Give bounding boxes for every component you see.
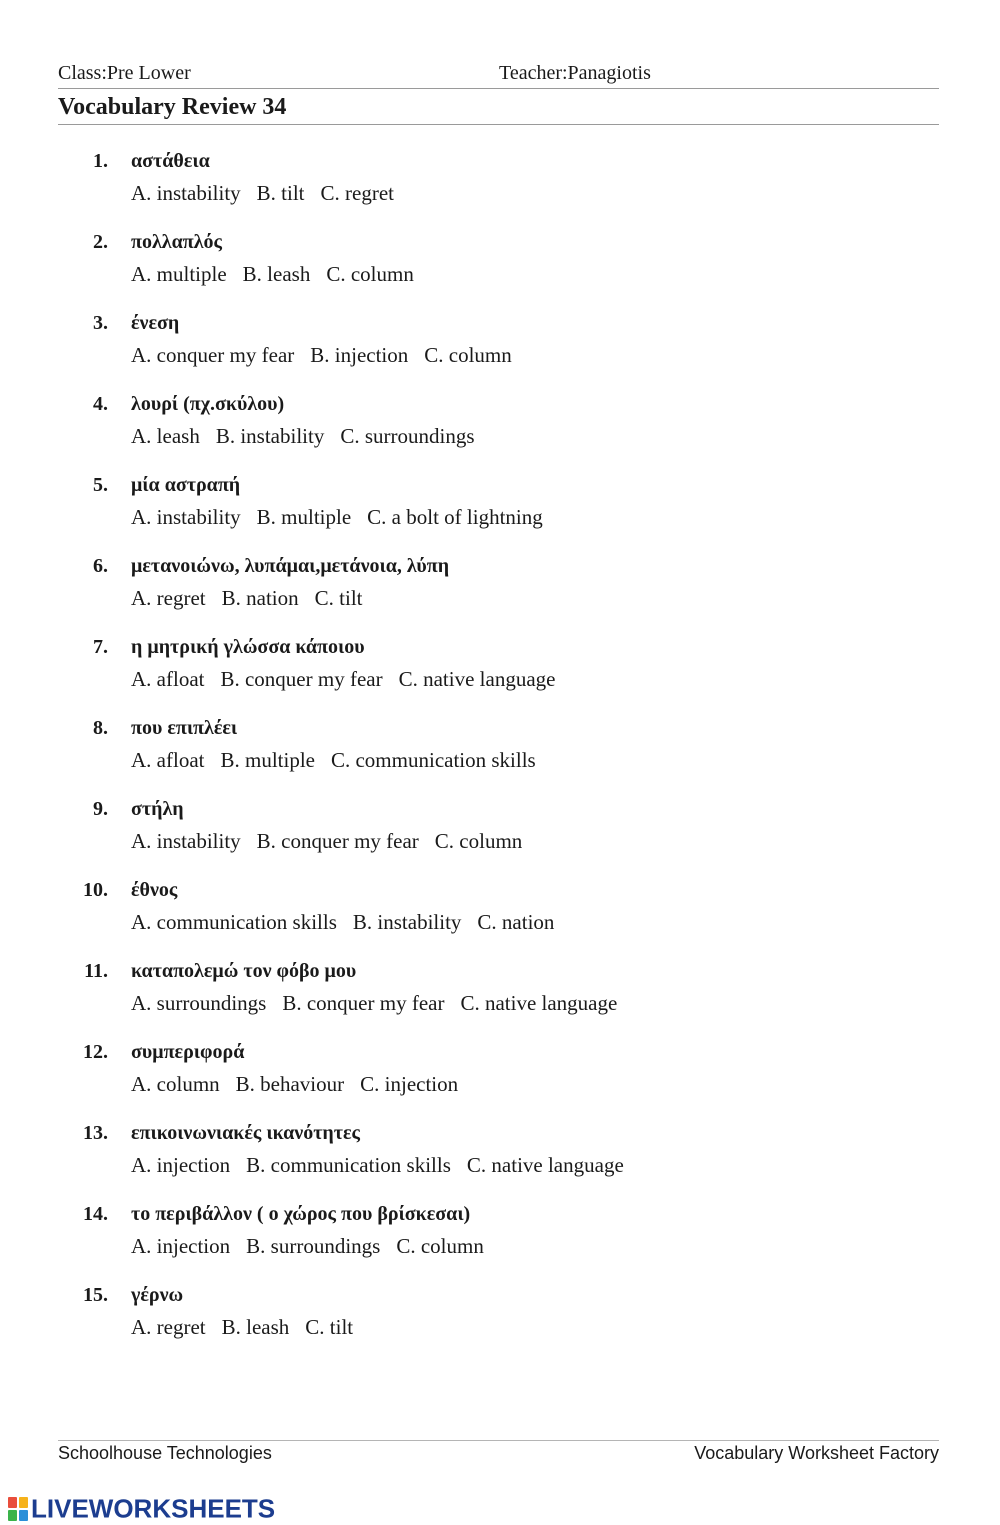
question-number: 6.	[93, 555, 108, 577]
question-number: 8.	[93, 717, 108, 739]
question-number: 1.	[93, 150, 108, 172]
question-number: 13.	[83, 1122, 108, 1144]
question-number: 14.	[83, 1203, 108, 1225]
question-word: πολλαπλός	[131, 231, 222, 253]
question-item	[0, 312, 1000, 393]
question-item	[0, 636, 1000, 717]
question-item	[0, 960, 1000, 1041]
class-label: Class:Pre Lower	[58, 62, 191, 84]
question-number: 11.	[84, 960, 108, 982]
answer-options	[131, 991, 633, 1016]
answer-option[interactable]: B. behaviour	[235, 1072, 345, 1096]
answer-option[interactable]: A. conquer my fear	[131, 343, 295, 367]
question-word: η μητρική γλώσσα κάποιου	[131, 636, 365, 658]
question-number: 3.	[93, 312, 108, 334]
question-word: γέρνω	[131, 1284, 184, 1306]
question-word: επικοινωνιακές ικανότητες	[131, 1122, 360, 1144]
question-word: συμπεριφορά	[131, 1041, 245, 1063]
answer-option[interactable]: C. column	[396, 1234, 484, 1258]
answer-options	[131, 1072, 474, 1097]
question-item	[0, 1122, 1000, 1203]
question-number: 10.	[83, 879, 108, 901]
answer-option[interactable]: A. surroundings	[131, 991, 267, 1015]
answer-option[interactable]: C. native language	[466, 1153, 624, 1177]
question-word: αστάθεια	[131, 150, 210, 172]
question-item	[0, 150, 1000, 231]
footer-left: Schoolhouse Technologies	[58, 1443, 272, 1463]
answer-option[interactable]: C. injection	[360, 1072, 459, 1096]
answer-option[interactable]: B. nation	[221, 586, 299, 610]
answer-option[interactable]: C. native language	[398, 667, 556, 691]
brand-text: LIVEWORKSHEETS	[31, 1493, 276, 1524]
answer-option[interactable]: A. multiple	[131, 262, 227, 286]
answer-option[interactable]: A. injection	[131, 1153, 231, 1177]
question-item	[0, 1203, 1000, 1284]
page-title: Vocabulary Review 34	[58, 94, 287, 120]
question-item	[0, 1284, 1000, 1365]
answer-option[interactable]: B. surroundings	[246, 1234, 381, 1258]
answer-options	[131, 262, 430, 287]
footer-divider	[58, 1440, 939, 1441]
answer-options	[131, 748, 552, 773]
question-word: μετανοιώνω, λυπάμαι,μετάνοια, λύπη	[131, 555, 450, 577]
answer-option[interactable]: A. leash	[131, 424, 200, 448]
answer-options	[131, 1315, 369, 1340]
liveworksheets-logo-icon	[8, 1496, 30, 1522]
question-word: λουρί (πχ.σκύλου)	[131, 393, 285, 415]
teacher-label: Teacher:Panagiotis	[499, 62, 651, 84]
worksheet-header	[58, 62, 938, 88]
answer-options	[131, 586, 379, 611]
question-item	[0, 474, 1000, 555]
answer-option[interactable]: B. conquer my fear	[256, 829, 419, 853]
answer-options	[131, 181, 410, 206]
answer-option[interactable]: B. multiple	[220, 748, 315, 772]
answer-option[interactable]: A. communication skills	[131, 910, 337, 934]
answer-option[interactable]: B. injection	[310, 343, 409, 367]
answer-option[interactable]: A. afloat	[131, 748, 205, 772]
question-item	[0, 393, 1000, 474]
answer-option[interactable]: B. communication skills	[246, 1153, 451, 1177]
answer-option[interactable]: C. surroundings	[340, 424, 475, 448]
answer-option[interactable]: A. injection	[131, 1234, 231, 1258]
answer-options	[131, 829, 538, 854]
answer-option[interactable]: C. column	[326, 262, 414, 286]
question-item	[0, 717, 1000, 798]
question-item	[0, 879, 1000, 960]
answer-options	[131, 1153, 640, 1178]
answer-option[interactable]: B. tilt	[256, 181, 305, 205]
answer-option[interactable]: C. communication skills	[330, 748, 536, 772]
answer-option[interactable]: C. regret	[320, 181, 395, 205]
question-item	[0, 231, 1000, 312]
answer-option[interactable]: C. column	[434, 829, 523, 853]
question-item	[0, 555, 1000, 636]
question-number: 7.	[93, 636, 108, 658]
question-list	[0, 150, 1000, 1365]
answer-options	[131, 1234, 500, 1259]
question-number: 2.	[93, 231, 108, 253]
answer-options	[131, 667, 571, 692]
answer-option[interactable]: C. a bolt of lightning	[367, 505, 543, 529]
question-number: 15.	[83, 1284, 108, 1306]
answer-option[interactable]: C. tilt	[305, 1315, 354, 1339]
answer-option[interactable]: A. instability	[131, 181, 241, 205]
answer-option[interactable]: C. tilt	[314, 586, 363, 610]
answer-options	[131, 343, 528, 368]
answer-option[interactable]: B. conquer my fear	[282, 991, 445, 1015]
answer-option[interactable]: B. instability	[215, 424, 325, 448]
question-item	[0, 798, 1000, 879]
answer-option[interactable]: B. multiple	[256, 505, 352, 529]
question-item	[0, 1041, 1000, 1122]
question-word: καταπολεμώ τον φόβο μου	[131, 960, 357, 982]
answer-option[interactable]: A. regret	[131, 1315, 206, 1339]
question-word: ένεση	[131, 312, 180, 334]
question-number: 4.	[93, 393, 108, 415]
answer-option[interactable]: A. instability	[131, 505, 241, 529]
answer-option[interactable]: A. afloat	[131, 667, 205, 691]
answer-option[interactable]: C. nation	[477, 910, 555, 934]
answer-option[interactable]: B. instability	[352, 910, 462, 934]
answer-option[interactable]: C. native language	[460, 991, 618, 1015]
question-word: που επιπλέει	[131, 717, 238, 739]
answer-options	[131, 505, 559, 530]
answer-option[interactable]: B. leash	[221, 1315, 290, 1339]
answer-option[interactable]: A. column	[131, 1072, 220, 1096]
liveworksheets-brand[interactable]	[8, 1492, 276, 1524]
question-word: μία αστραπή	[131, 474, 241, 496]
answer-option[interactable]: B. leash	[242, 262, 311, 286]
answer-options	[131, 910, 570, 935]
footer-right: Vocabulary Worksheet Factory	[694, 1443, 939, 1463]
question-number: 5.	[93, 474, 108, 496]
header-divider	[58, 88, 939, 89]
question-number: 9.	[93, 798, 108, 820]
question-word: το περιβάλλον ( ο χώρος που βρίσκεσαι)	[131, 1203, 471, 1225]
answer-option[interactable]: B. conquer my fear	[220, 667, 383, 691]
answer-option[interactable]: A. instability	[131, 829, 241, 853]
question-number: 12.	[83, 1041, 108, 1063]
answer-options	[131, 424, 491, 449]
question-word: έθνος	[131, 879, 178, 901]
answer-option[interactable]: C. column	[424, 343, 512, 367]
answer-option[interactable]: A. regret	[131, 586, 206, 610]
question-word: στήλη	[131, 798, 184, 820]
title-divider	[58, 124, 939, 125]
